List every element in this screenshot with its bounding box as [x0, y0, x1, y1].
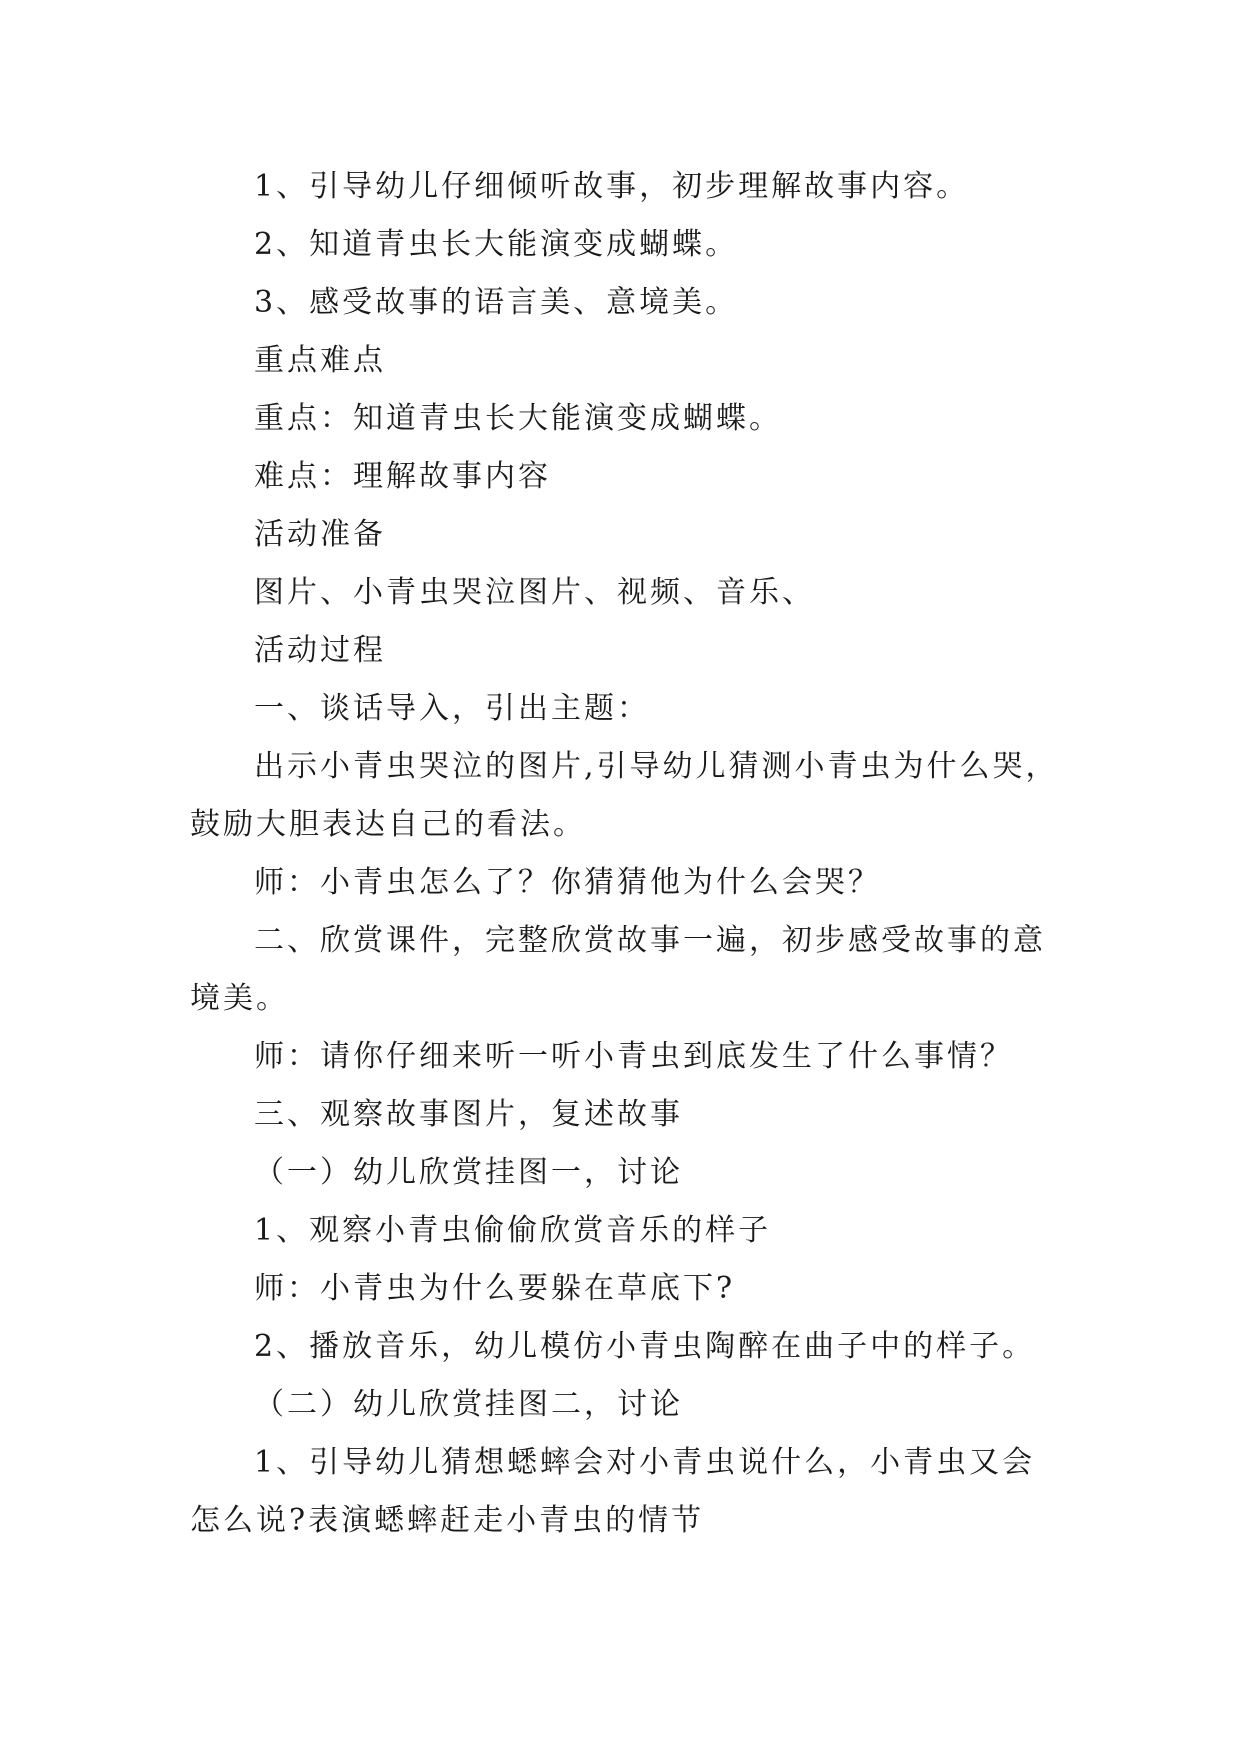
- objective-3: 3、感受故事的语言美、意境美。: [254, 285, 739, 320]
- substep-1-item-2: 2、播放音乐，幼儿模仿小青虫陶醉在曲子中的样子。: [254, 1329, 1036, 1364]
- substep-2-item-1: 1、引导幼儿猜想蟋蟀会对小青虫说什么，小青虫又会怎么说?表演蟋蟀赶走小青虫的情节: [190, 1445, 1036, 1538]
- section-heading-process: 活动过程: [254, 633, 386, 668]
- difficulty: 难点：理解故事内容: [254, 459, 551, 494]
- section-heading-preparation: 活动准备: [254, 517, 386, 552]
- section-heading-key-points: 重点难点: [254, 343, 386, 378]
- teacher-question-1: 师：小青虫怎么了？你猜猜他为什么会哭？: [254, 865, 881, 900]
- key-point: 重点：知道青虫长大能演变成蝴蝶。: [254, 401, 782, 436]
- step-3-heading: 三、观察故事图片，复述故事: [254, 1097, 683, 1132]
- objective-1: 1、引导幼儿仔细倾听故事，初步理解故事内容。: [254, 169, 970, 204]
- substep-1-item-1: 1、观察小青虫偷偷欣赏音乐的样子: [254, 1213, 772, 1248]
- teacher-question-3: 师：小青虫为什么要躲在草底下?: [254, 1271, 736, 1306]
- substep-2-heading: （二）幼儿欣赏挂图二，讨论: [254, 1387, 683, 1422]
- step-2-heading: 二、欣赏课件，完整欣赏故事一遍，初步感受故事的意境美。: [190, 923, 1046, 1016]
- teacher-question-2: 师：请你仔细来听一听小青虫到底发生了什么事情？: [254, 1039, 1013, 1074]
- substep-1-heading: （一）幼儿欣赏挂图一，讨论: [254, 1155, 683, 1190]
- preparation-materials: 图片、小青虫哭泣图片、视频、音乐、: [254, 575, 815, 610]
- step-1-text: 出示小青虫哭泣的图片,引导幼儿猜测小青虫为什么哭，鼓励大胆表达自己的看法。: [190, 749, 1059, 842]
- document-page: [190, 158, 1060, 1550]
- objective-2: 2、知道青虫长大能演变成蝴蝶。: [254, 227, 739, 262]
- step-1-heading: 一、谈话导入，引出主题：: [254, 691, 650, 726]
